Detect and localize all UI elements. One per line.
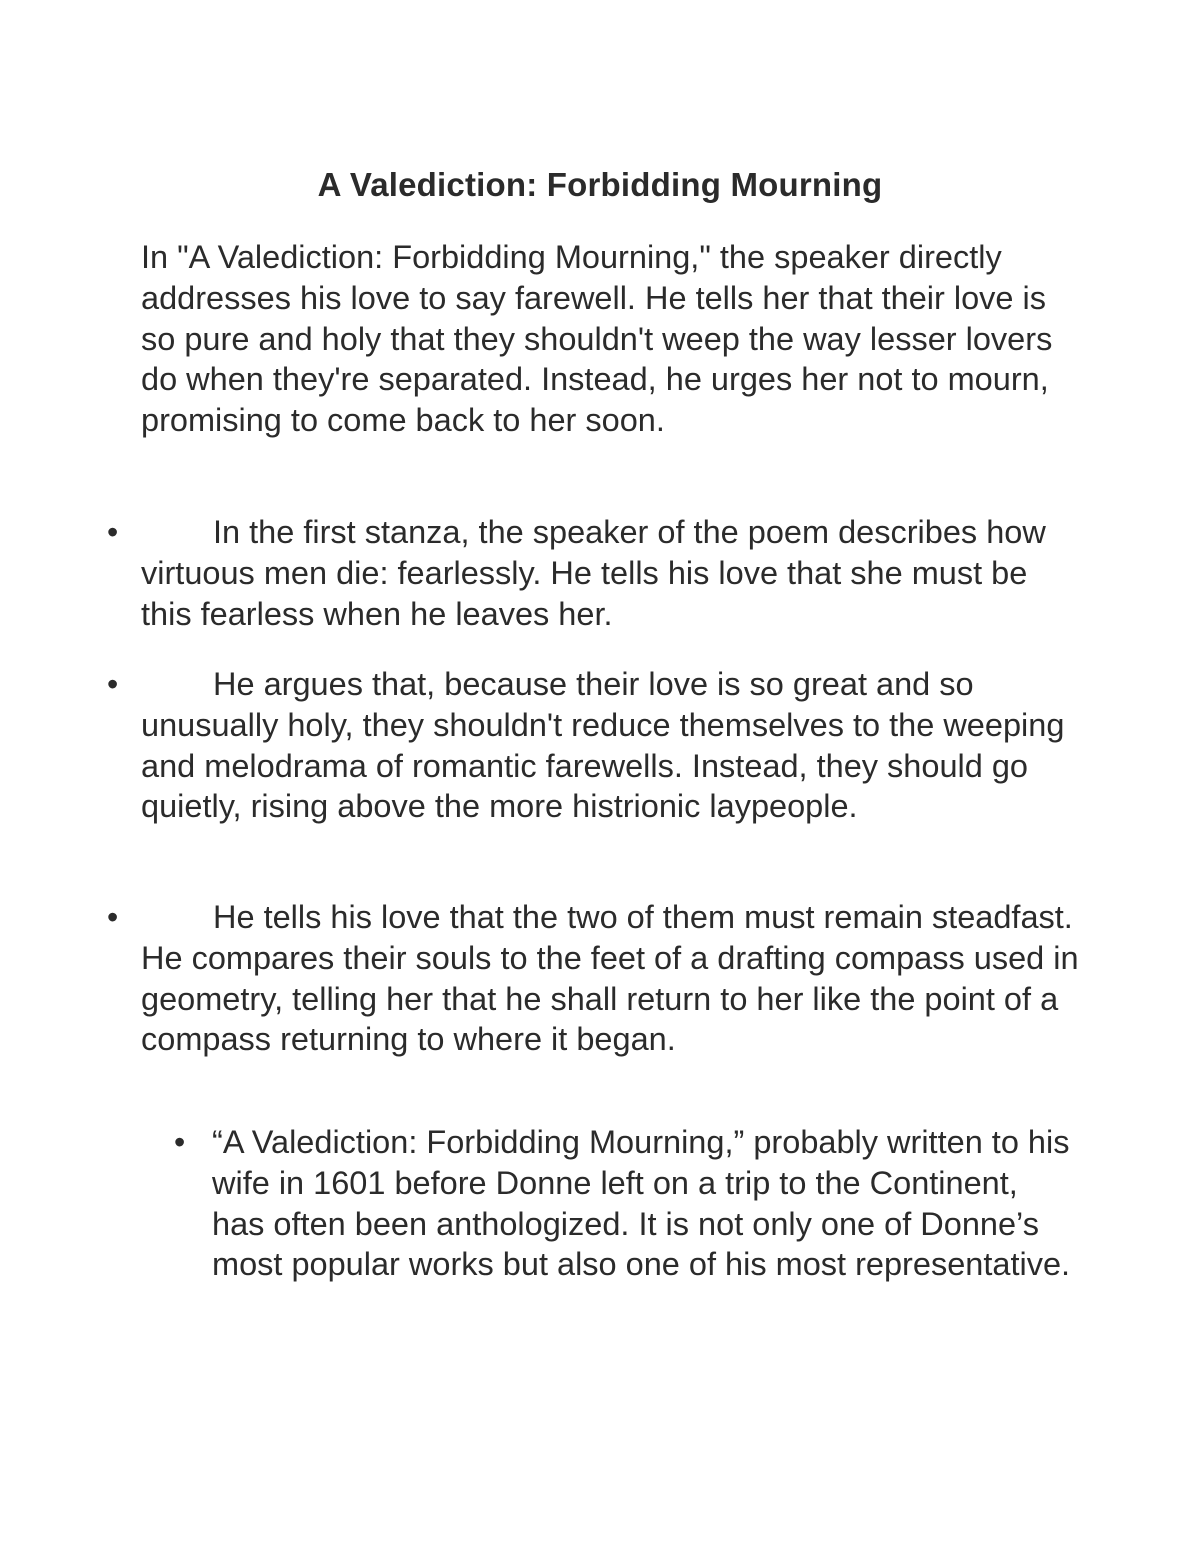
bullet-item [107,897,1081,1060]
bullet-dot-icon: • [174,1124,186,1160]
bullet-item [107,512,1081,634]
bullet-text: He argues that, because their love is so great and so unusually holy, they shouldn't reduce themselves to the weeping and melodrama of romantic farewells. Instead, they should go quietly, rising above the more histrionic laypeople. [141,666,1065,825]
bullet-dot-icon: • [107,514,119,550]
sub-bullet-item [174,1122,1072,1285]
bullet-dot-icon: • [107,666,119,702]
sub-bullet-text: “A Valediction: Forbidding Mourning,” probably written to his wife in 1601 before Donne left on a trip to the Continent, has often been anthologized. It is not only one of Donne’s most popular works but also one of his most representative. [212,1124,1071,1283]
document-title: A Valediction: Forbidding Mourning [317,166,883,203]
bullet-text: He tells his love that the two of them must remain steadfast. He compares their souls to the feet of a drafting compass used in geometry, telling her that he shall return to her like the point of a compass returning to where it began. [141,899,1079,1058]
intro-paragraph: In "A Valediction: Forbidding Mourning," the speaker directly addresses his love to say farewell. He tells her that their love is so pure and holy that they shouldn't weep the way lesser lovers do when they're separated. Instead, he urges her not to mourn, promising to come back to her soon. [141,239,1053,439]
bullet-text: In the first stanza, the speaker of the poem describes how virtuous men die: fearlessly. He tells his love that she must be this fearless when he leaves her. [141,514,1046,632]
bullet-item [107,664,1081,827]
bullet-dot-icon: • [107,899,119,935]
